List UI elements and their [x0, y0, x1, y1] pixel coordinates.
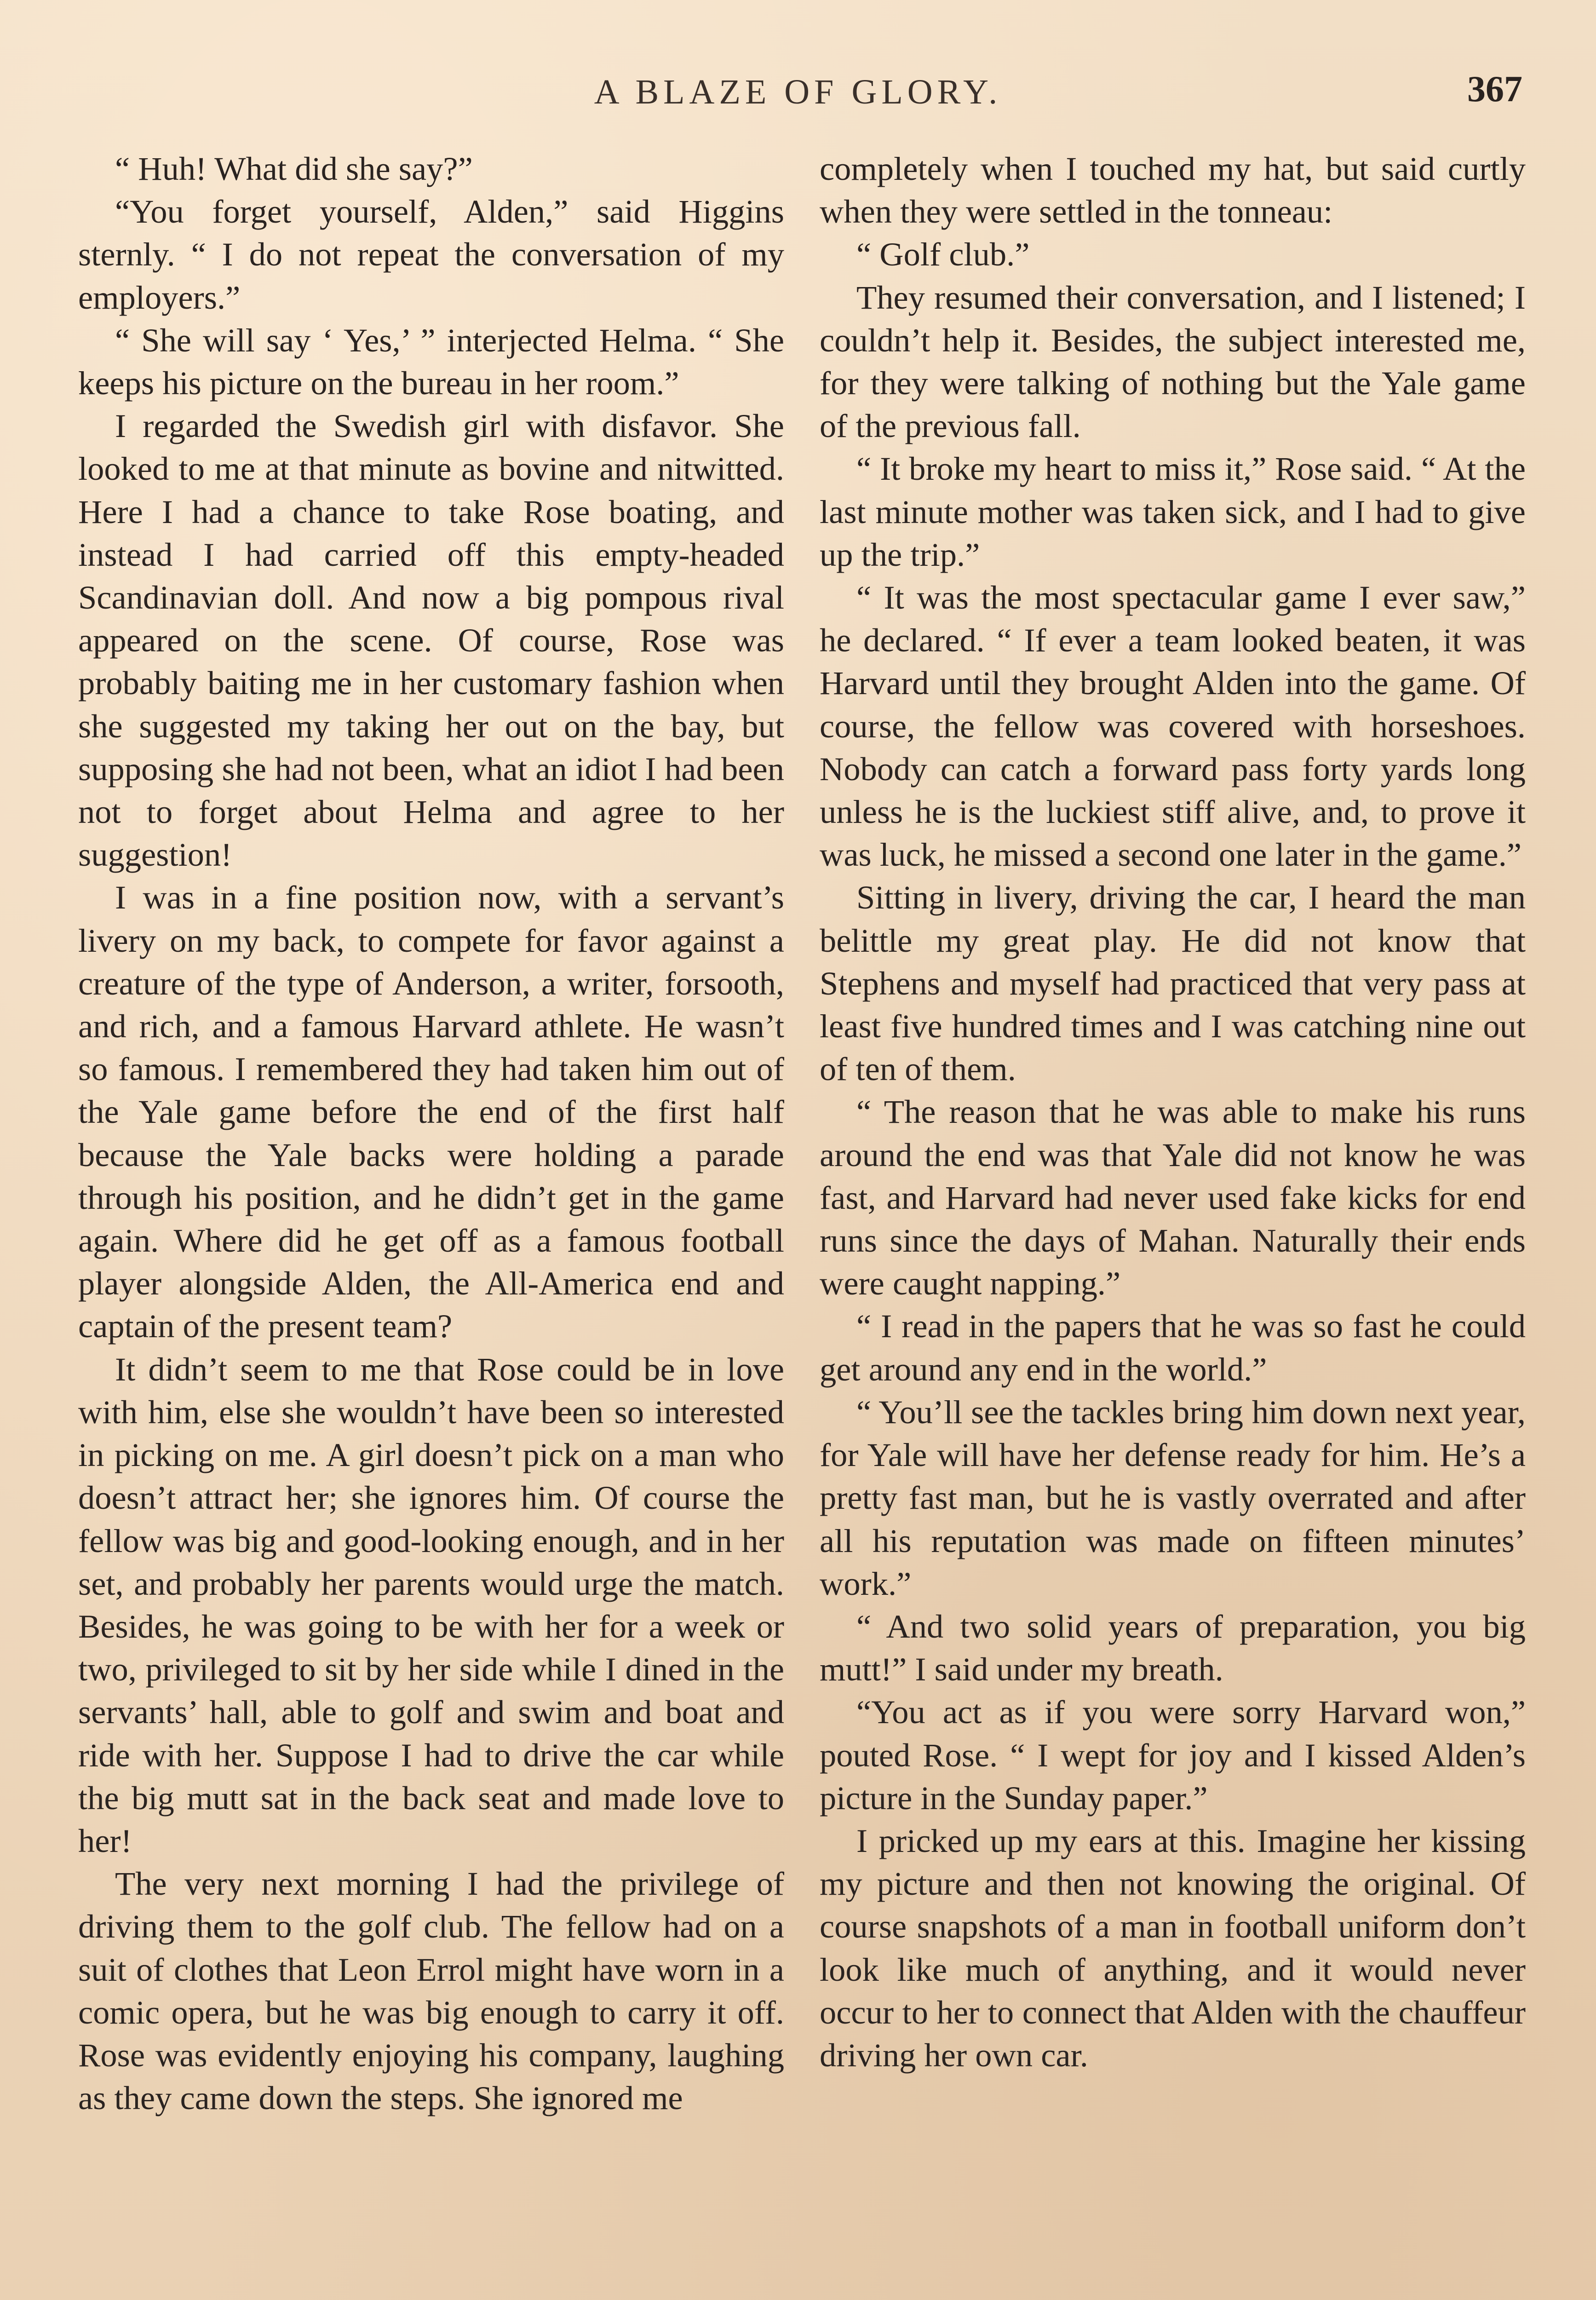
paragraph: I was in a fine position now, with a servant’s livery on my back, to compete for favor against a creature of the type of Anderson, a writer, forsooth, and rich, and a famous Harvard athlete. He wasn’t so famous. I remembered they had taken him out of the Yale game before the end of the first half because the Yale backs were holding a parade through his position, and he didn’t get in the game again. Where did he get off as a famous football player alongside Alden, the All-America end and captain of the present team?: [78, 879, 784, 1345]
paragraph: The very next morning I had the privilege of driving them to the golf club. The fellow had on a suit of clothes that Leon Errol might have worn in a comic opera, but he was big enough to carry it off. Rose was evidently enjoying his company, laughing as they came down the steps. She ignored me: [78, 1865, 784, 2117]
paragraph: It didn’t seem to me that Rose could be in love with him, else she wouldn’t have been so interested in picking on me. A girl doesn’t pick on a man who doesn’t attract her; she ignores him. Of course the fellow was big and good-looking enough, and in her set, and probably her parents would urge the match. Besides, he was going to be with her for a week or two, privileged to sit by her side while I dined in the servants’ hall, able to golf and swim and boat and ride with her. Suppose I had to drive the car while the big mutt sat in the back seat and made love to her!: [78, 1350, 784, 1859]
paragraph: “ It was the most spectacular game I ever saw,” he declared. “ If ever a team looked beaten, it was Harvard until they brought Alden into the game. Of course, the fellow was covered with horseshoes. Nobody can catch a forward pass forty yards long unless he is the luckiest stiff alive, and, to prove it was luck, he missed a second one later in the game.”: [820, 579, 1526, 874]
paragraph: Sitting in livery, driving the car, I heard the man belittle my great play. He did not know that Stephens and myself had practiced that very pass at least five hundred times and I was catching nine out of ten of them.: [820, 879, 1526, 1088]
paragraph-continued: completely when I touched my hat, but said curtly when they were settled in the tonneau:: [820, 150, 1526, 230]
paragraph: “ She will say ‘ Yes,’ ” interjected Helma. “ She keeps his picture on the bureau in her room.”: [78, 321, 784, 402]
paragraph: I pricked up my ears at this. Imagine her kissing my picture and then not knowing the original. Of course snapshots of a man in football uniform don’t look like much of anything, and it would never occur to her to connect that Alden with the chauffeur driving her own car.: [820, 1822, 1526, 2074]
left-column: [78, 147, 784, 2119]
paragraph: “ The reason that he was able to make his runs around the end was that Yale did not know he was fast, and Harvard had never used fake kicks for end runs since the days of Mahan. Naturally their ends were caught napping.”: [820, 1093, 1526, 1302]
running-head: [74, 69, 1522, 120]
paragraph: “You forget yourself, Alden,” said Higgins sternly. “ I do not repeat the conversation of my employers.”: [78, 193, 784, 316]
paragraph: “ Golf club.”: [856, 236, 1030, 273]
paragraph: “ You’ll see the tackles bring him down next year, for Yale will have her defense ready for him. He’s a pretty fast man, but he is vastly overrated and after all his reputation was made on fifteen minutes’ work.”: [820, 1393, 1526, 1602]
paragraph: “ And two solid years of preparation, you big mutt!” I said under my breath.: [820, 1607, 1526, 1688]
paragraph: “ Huh! What did she say?”: [115, 150, 473, 187]
paragraph: “ It broke my heart to miss it,” Rose said. “ At the last minute mother was taken sick, and I had to give up the trip.”: [820, 450, 1526, 573]
running-title: A BLAZE OF GLORY.: [594, 73, 1002, 111]
page-number: 367: [1467, 69, 1522, 109]
paragraph: They resumed their conversation, and I listened; I couldn’t help it. Besides, the subject interested me, for they were talking of nothing but the Yale game of the previous fall.: [820, 278, 1526, 445]
paragraph: I regarded the Swedish girl with disfavor. She looked to me at that minute as bovine and nitwitted. Here I had a chance to take Rose boating, and instead I had carried off this empty-headed Scandinavian doll. And now a big pompous rival appeared on the scene. Of course, Rose was probably baiting me in her customary fashion when she suggested my taking her out on the bay, but supposing she had not been, what an idiot I had been not to forget about Helma and agree to her suggestion!: [78, 407, 784, 874]
paragraph: “You act as if you were sorry Harvard won,” pouted Rose. “ I wept for joy and I kissed Alden’s picture in the Sunday paper.”: [820, 1693, 1526, 1817]
paragraph: “ I read in the papers that he was so fast he could get around any end in the world.”: [820, 1307, 1526, 1388]
right-column: [820, 147, 1526, 2076]
